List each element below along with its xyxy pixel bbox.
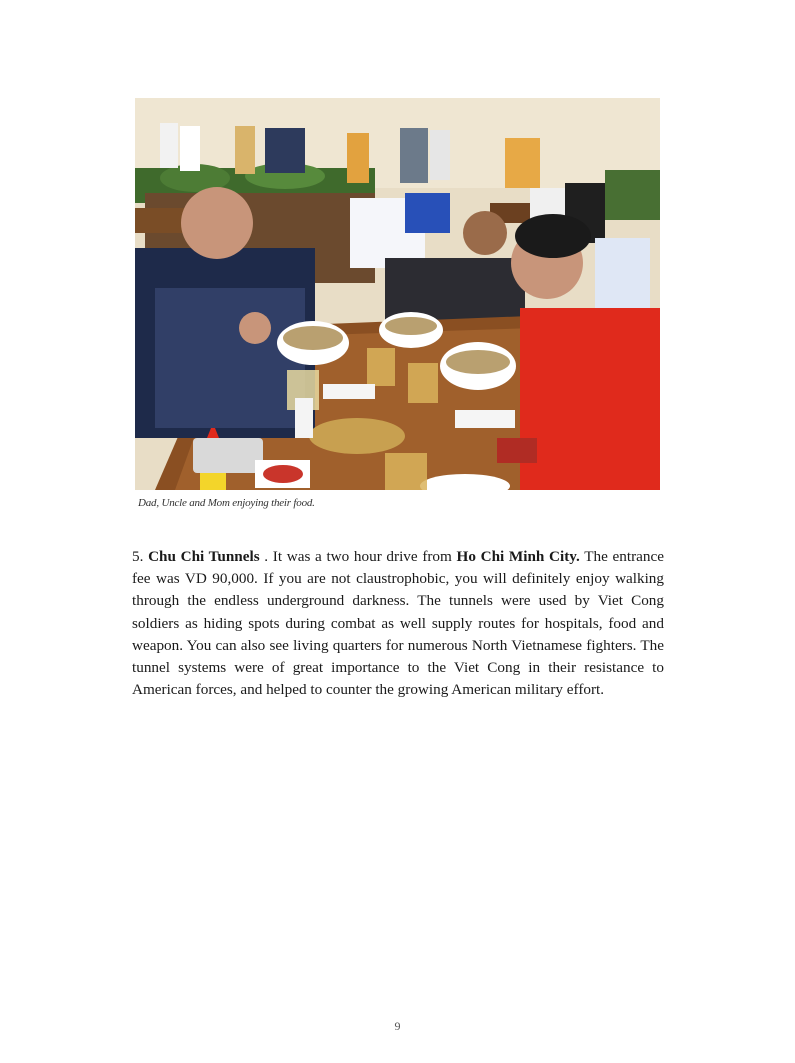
section-text-2: The entrance fee was VD 90,000. If you are not claustrophobic, you will definitely enjoy walking through the endless underground darkness. The tunnels were used by Viet Cong soldiers as hiding spots during combat as well supply routes for hospitals, food and weapon. You can also see living quarters for numerous North Vietnamese fighters. The tunnel systems were of great importance to the Viet Cong in their resistance to American forces, and helped to counter the growing American military effort. [132, 548, 664, 699]
section-title: Chu Chi Tunnels [148, 548, 260, 565]
restaurant-photo [135, 98, 660, 490]
section-text-1: . It was a two hour drive from [264, 548, 452, 565]
city-name: Ho Chi Minh City. [456, 548, 580, 565]
page-number: 9 [394, 1019, 401, 1033]
section-paragraph [132, 546, 664, 701]
photo-caption: Dad, Uncle and Mom enjoying their food. [138, 497, 315, 509]
section-number: 5. [132, 548, 144, 565]
